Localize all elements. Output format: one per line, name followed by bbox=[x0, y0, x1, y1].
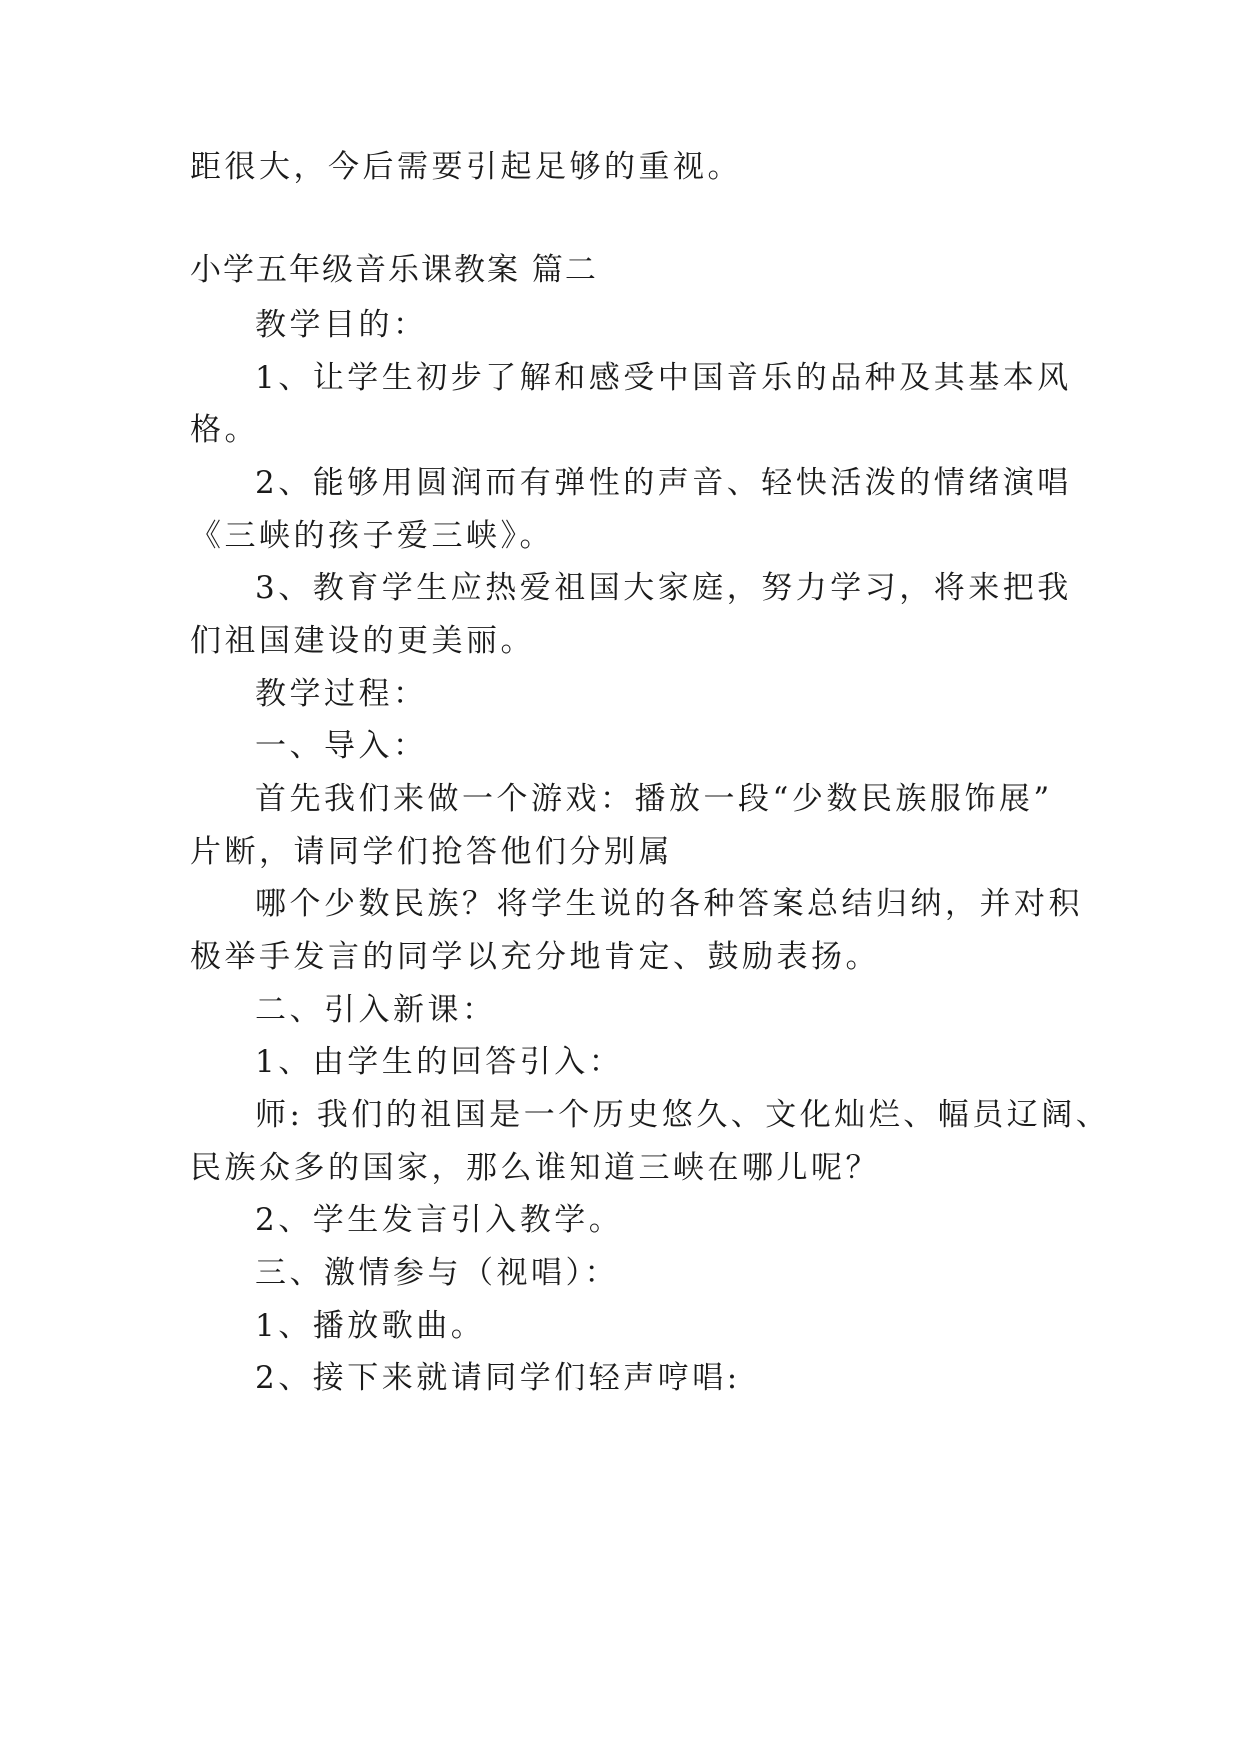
paragraph-line: 三、激情参与（视唱）： bbox=[255, 1255, 619, 1291]
paragraph-line: 2、接下来就请同学们轻声哼唱: bbox=[255, 1360, 741, 1396]
paragraph-line: 2、学生发言引入教学。 bbox=[255, 1202, 624, 1238]
paragraph-line: 3、教育学生应热爱祖国大家庭，努力学习，将来把我 bbox=[255, 570, 1072, 606]
paragraph-line: 们祖国建设的更美丽。 bbox=[190, 623, 535, 659]
paragraph-line: 片断，请同学们抢答他们分别属 bbox=[190, 834, 673, 870]
paragraph-line: 《三峡的孩子爱三峡》。 bbox=[190, 518, 554, 554]
paragraph-line: 极举手发言的同学以充分地肯定、鼓励表扬。 bbox=[190, 939, 880, 975]
paragraph-line: 教学过程： bbox=[255, 676, 428, 712]
paragraph-line: 民族众多的国家，那么谁知道三峡在哪儿呢？ bbox=[190, 1150, 880, 1186]
paragraph-line: 一、导入： bbox=[255, 728, 428, 764]
section-title: 小学五年级音乐课教案 篇二 bbox=[190, 252, 598, 288]
paragraph-line: 教学目的： bbox=[255, 307, 428, 343]
paragraph-line: 格。 bbox=[190, 412, 259, 448]
paragraph-line: 师: 我们的祖国是一个历史悠久、文化灿烂、幅员辽阔、 bbox=[255, 1097, 1111, 1133]
paragraph-line: 2、能够用圆润而有弹性的声音、轻快活泼的情绪演唱 bbox=[255, 465, 1072, 501]
paragraph-line: 首先我们来做一个游戏：播放一段“少数民族服饰展” bbox=[255, 781, 1053, 817]
paragraph-line: 1、让学生初步了解和感受中国音乐的品种及其基本风 bbox=[255, 360, 1072, 396]
paragraph-line: 哪个少数民族？将学生说的各种答案总结归纳，并对积 bbox=[255, 886, 1083, 922]
paragraph-line: 距很大，今后需要引起足够的重视。 bbox=[190, 149, 742, 185]
paragraph-line: 二、引入新课： bbox=[255, 992, 497, 1028]
paragraph-line: 1、播放歌曲。 bbox=[255, 1308, 486, 1344]
paragraph-line: 1、由学生的回答引入： bbox=[255, 1044, 624, 1080]
